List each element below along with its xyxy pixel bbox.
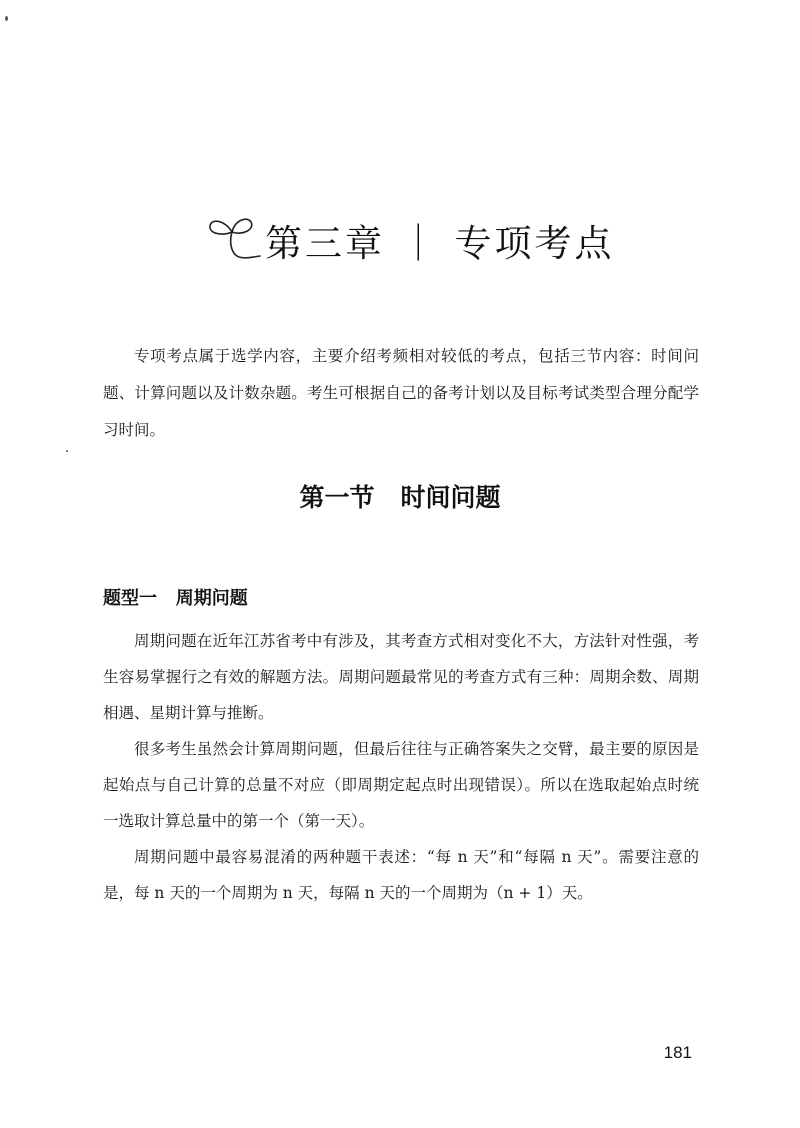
chapter-heading	[205, 200, 615, 280]
page-number: 181	[663, 1043, 692, 1062]
topic-body	[103, 623, 699, 911]
sprout-icon	[205, 210, 263, 270]
section-title: 第一节 时间问题	[299, 483, 501, 512]
chapter-intro: 专项考点属于选学内容，主要介绍考频相对较低的考点，包括三节内容：时间问题、计算问题以及计数杂题。考生可根据自己的备考计划以及目标考试类型合理分配学习时间。	[103, 347, 699, 439]
body-paragraph: 很多考生虽然会计算周期问题，但最后往往与正确答案失之交臂，最主要的原因是起始点与自己计算的总量不对应（即周期定起点时出现错误）。所以在选取起始点时统一选取计算总量中的第一个（第一天）。	[103, 740, 699, 830]
body-paragraph: 周期问题在近年江苏省考中有涉及，其考查方式相对变化不大，方法针对性强，考生容易掌握行之有效的解题方法。周期问题最常见的考查方式有三种：周期余数、周期相遇、星期计算与推断。	[103, 632, 699, 722]
chapter-title: 第三章 ｜ 专项考点	[265, 222, 615, 265]
body-paragraph: 周期问题中最容易混淆的两种题干表述：“每 n 天”和“每隔 n 天”。需要注意的是，每 n 天的一个周期为 n 天，每隔 n 天的一个周期为（n + 1）天。	[103, 848, 699, 902]
topic-title: 题型一 周期问题	[103, 588, 248, 609]
scan-speck	[5, 16, 8, 21]
scan-speck	[66, 450, 68, 452]
